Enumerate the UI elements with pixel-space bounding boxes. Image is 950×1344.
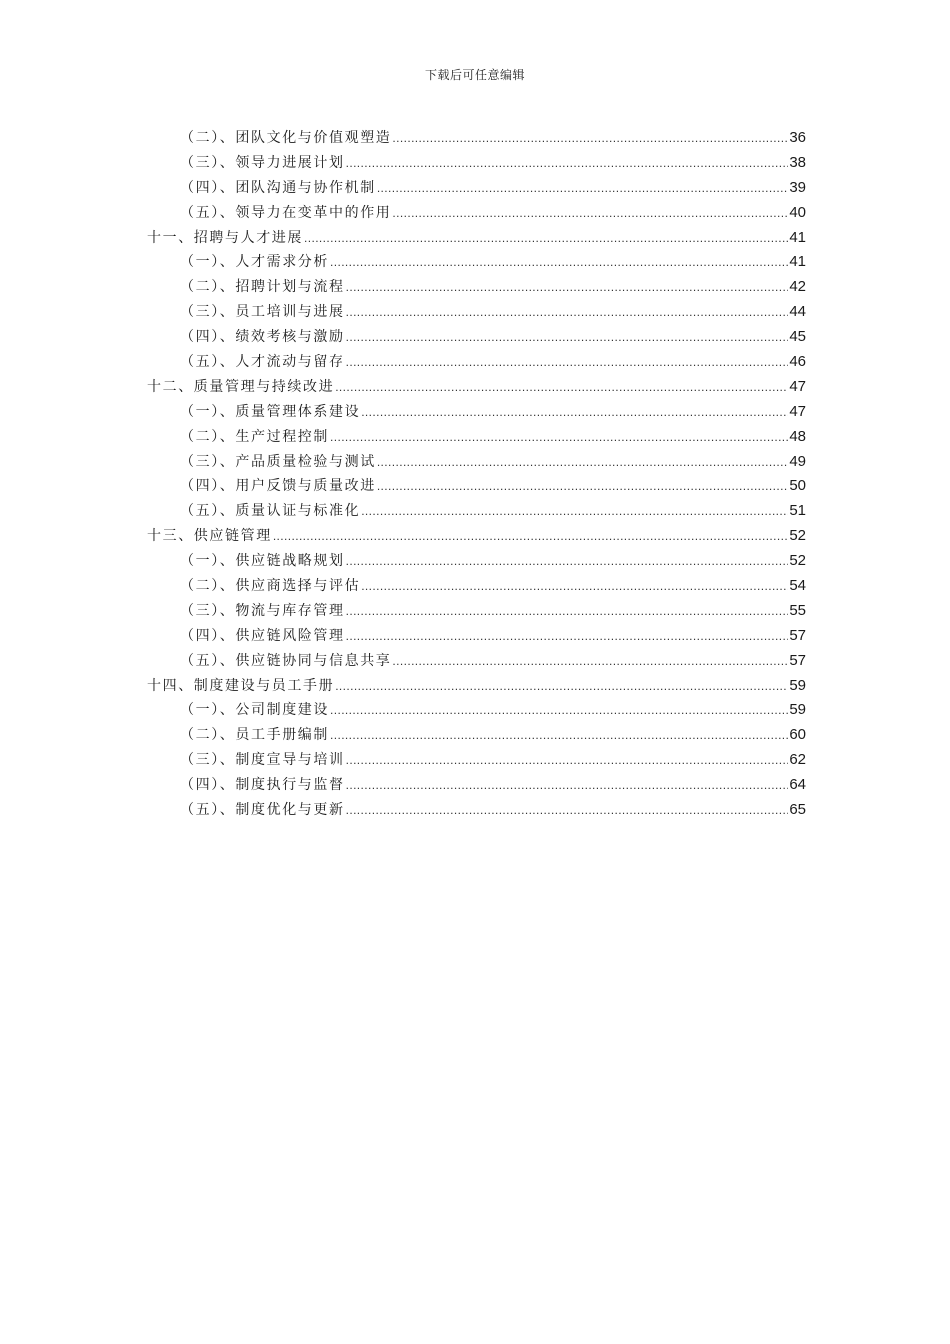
toc-dot-leader	[346, 555, 789, 567]
toc-dot-leader	[361, 505, 788, 517]
toc-entry-line	[180, 304, 806, 319]
toc-entry-line	[180, 404, 806, 419]
toc-entry-title: （四）、制度执行与监督	[180, 777, 345, 794]
toc-page-number: 59	[789, 701, 806, 719]
toc-page-number: 59	[789, 676, 806, 694]
toc-entry-line	[180, 155, 806, 170]
toc-entry-line	[180, 180, 806, 195]
toc-page-number: 38	[789, 153, 806, 171]
toc-section-entry[interactable]	[0, 623, 950, 648]
toc-entry-line	[180, 354, 806, 369]
toc-entry-line	[180, 478, 806, 493]
toc-dot-leader	[330, 431, 788, 443]
toc-entry-line	[180, 777, 806, 792]
toc-entry-title: （五）、人才流动与留存	[180, 353, 345, 370]
toc-dot-leader	[346, 331, 789, 343]
toc-entry-title: （五）、制度优化与更新	[180, 801, 345, 818]
toc-dot-leader	[335, 381, 788, 393]
toc-entry-line	[147, 230, 806, 245]
page-header: 下载后可任意编辑	[424, 68, 525, 82]
toc-entry-line	[180, 130, 806, 145]
toc-section-entry[interactable]	[0, 598, 950, 623]
toc-entry-title: （五）、质量认证与标准化	[180, 503, 361, 520]
toc-section-entry[interactable]	[0, 175, 950, 200]
toc-page-number: 55	[789, 601, 806, 619]
toc-page-number: 46	[789, 352, 806, 370]
toc-section-entry[interactable]	[0, 473, 950, 498]
toc-dot-leader	[330, 256, 788, 268]
toc-section-entry[interactable]	[0, 399, 950, 424]
toc-dot-leader	[392, 207, 788, 219]
toc-section-entry[interactable]	[0, 349, 950, 374]
toc-section-entry[interactable]	[0, 424, 950, 449]
toc-dot-leader	[346, 630, 789, 642]
toc-section-entry[interactable]	[0, 573, 950, 598]
toc-dot-leader	[346, 306, 789, 318]
table-of-contents	[0, 125, 950, 822]
toc-entry-title: （二）、员工手册编制	[180, 727, 329, 744]
toc-page-number: 64	[789, 776, 806, 794]
toc-page-number: 42	[789, 278, 806, 296]
toc-page-number: 45	[789, 328, 806, 346]
toc-entry-title: （二）、团队文化与价值观塑造	[180, 129, 392, 146]
toc-entry-title: （五）、领导力在变革中的作用	[180, 204, 392, 221]
toc-section-entry[interactable]	[0, 299, 950, 324]
toc-dot-leader	[346, 157, 789, 169]
toc-entry-line	[180, 429, 806, 444]
toc-dot-leader	[392, 655, 788, 667]
toc-page-number: 57	[789, 626, 806, 644]
toc-entry-line	[147, 379, 806, 394]
toc-dot-leader	[330, 729, 788, 741]
toc-entry-title: 十三、供应链管理	[147, 528, 272, 545]
toc-entry-title: （三）、物流与库存管理	[180, 602, 345, 619]
toc-section-entry[interactable]	[0, 200, 950, 225]
toc-entry-title: （一）、公司制度建设	[180, 702, 329, 719]
toc-dot-leader	[377, 182, 789, 194]
toc-entry-line	[180, 454, 806, 469]
toc-entry-line	[180, 727, 806, 742]
toc-section-entry[interactable]	[0, 697, 950, 722]
toc-dot-leader	[346, 356, 789, 368]
toc-page-number: 36	[789, 128, 806, 146]
toc-dot-leader	[346, 754, 789, 766]
toc-page-number: 47	[789, 377, 806, 395]
toc-entry-line	[180, 329, 806, 344]
toc-dot-leader	[346, 779, 789, 791]
toc-section-entry[interactable]	[0, 125, 950, 150]
toc-page-number: 44	[789, 303, 806, 321]
toc-entry-line	[180, 205, 806, 220]
toc-entry-title: （三）、领导力进展计划	[180, 154, 345, 171]
toc-page-number: 39	[789, 178, 806, 196]
toc-entry-title: 十一、招聘与人才进展	[147, 229, 303, 246]
toc-entry-title: 十二、质量管理与持续改进	[147, 378, 335, 395]
toc-entry-title: （二）、供应商选择与评估	[180, 577, 361, 594]
toc-entry-line	[180, 702, 806, 717]
toc-section-entry[interactable]	[0, 747, 950, 772]
toc-entry-title: （四）、用户反馈与质量改进	[180, 478, 376, 495]
toc-page-number: 49	[789, 452, 806, 470]
toc-dot-leader	[330, 704, 788, 716]
toc-entry-line	[180, 553, 806, 568]
toc-dot-leader	[361, 580, 788, 592]
toc-entry-line	[180, 628, 806, 643]
toc-dot-leader	[377, 456, 789, 468]
toc-page-number: 40	[789, 203, 806, 221]
toc-page-number: 60	[789, 726, 806, 744]
toc-entry-title: （三）、制度宣导与培训	[180, 752, 345, 769]
toc-entry-line	[180, 578, 806, 593]
toc-entry-title: （四）、绩效考核与激励	[180, 329, 345, 346]
toc-section-entry[interactable]	[0, 249, 950, 274]
toc-section-entry[interactable]	[0, 274, 950, 299]
toc-section-entry[interactable]	[0, 150, 950, 175]
toc-page-number: 47	[789, 402, 806, 420]
toc-entry-title: （四）、供应链风险管理	[180, 627, 345, 644]
toc-entry-title: （一）、供应链战略规划	[180, 553, 345, 570]
toc-section-entry[interactable]	[0, 548, 950, 573]
toc-page-number: 57	[789, 651, 806, 669]
toc-dot-leader	[346, 804, 789, 816]
toc-entry-title: 十四、制度建设与员工手册	[147, 677, 335, 694]
toc-entry-title: （二）、招聘计划与流程	[180, 279, 345, 296]
toc-chapter-entry[interactable]	[0, 523, 950, 548]
toc-section-entry[interactable]	[0, 797, 950, 822]
toc-dot-leader	[346, 281, 789, 293]
toc-entry-line	[180, 279, 806, 294]
toc-section-entry[interactable]	[0, 722, 950, 747]
toc-page-number: 51	[789, 502, 806, 520]
toc-page-number: 62	[789, 751, 806, 769]
toc-entry-title: （三）、产品质量检验与测试	[180, 453, 376, 470]
toc-entry-line	[180, 802, 806, 817]
toc-page-number: 54	[789, 576, 806, 594]
toc-entry-line	[180, 503, 806, 518]
toc-dot-leader	[392, 132, 788, 144]
toc-entry-title: （三）、员工培训与进展	[180, 304, 345, 321]
toc-entry-title: （四）、团队沟通与协作机制	[180, 179, 376, 196]
toc-entry-title: （五）、供应链协同与信息共享	[180, 652, 392, 669]
toc-page-number: 48	[789, 427, 806, 445]
toc-chapter-entry[interactable]	[0, 225, 950, 250]
toc-entry-title: （二）、生产过程控制	[180, 428, 329, 445]
toc-dot-leader	[273, 530, 789, 542]
toc-page-number: 65	[789, 800, 806, 818]
toc-entry-line	[180, 254, 806, 269]
toc-entry-line	[147, 678, 806, 693]
toc-chapter-entry[interactable]	[0, 374, 950, 399]
toc-page-number: 41	[789, 253, 806, 271]
toc-dot-leader	[346, 605, 789, 617]
toc-entry-line	[180, 653, 806, 668]
toc-page-number: 41	[789, 228, 806, 246]
toc-section-entry[interactable]	[0, 648, 950, 673]
toc-entry-line	[180, 603, 806, 618]
toc-entry-line	[180, 752, 806, 767]
toc-section-entry[interactable]	[0, 449, 950, 474]
toc-section-entry[interactable]	[0, 498, 950, 523]
toc-entry-title: （一）、人才需求分析	[180, 254, 329, 271]
toc-page-number: 52	[789, 552, 806, 570]
toc-dot-leader	[335, 680, 788, 692]
toc-dot-leader	[304, 232, 788, 244]
toc-page-number: 50	[789, 477, 806, 495]
toc-entry-title: （一）、质量管理体系建设	[180, 403, 361, 420]
toc-section-entry[interactable]	[0, 324, 950, 349]
toc-entry-line	[147, 528, 806, 543]
toc-page-number: 52	[789, 527, 806, 545]
toc-dot-leader	[377, 480, 789, 492]
toc-section-entry[interactable]	[0, 772, 950, 797]
toc-dot-leader	[361, 406, 788, 418]
toc-chapter-entry[interactable]	[0, 673, 950, 698]
